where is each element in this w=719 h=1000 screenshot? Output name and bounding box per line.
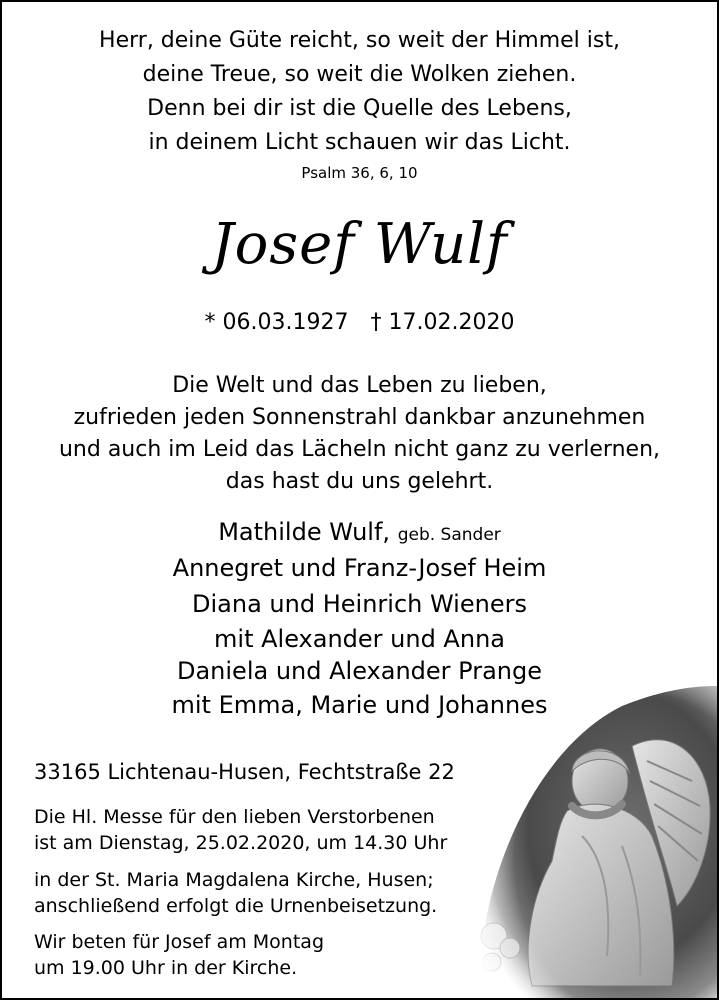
service-line: ist am Dienstag, 25.02.2020, um 14.30 Uhr xyxy=(34,832,448,854)
service-line: anschließend erfolgt die Urnenbeisetzung. xyxy=(34,895,438,917)
service-line: in der St. Maria Magdalena Kirche, Husen; xyxy=(34,869,434,891)
tribute-line: das hast du uns gelehrt. xyxy=(225,469,494,494)
verse-line: Denn bei dir ist die Quelle des Lebens, xyxy=(147,96,572,121)
family-line: mit Emma, Marie und Johannes xyxy=(171,691,548,719)
life-dates xyxy=(2,310,717,335)
angel-figure-image xyxy=(472,686,717,998)
verse-line: in deinem Licht schauen wir das Licht. xyxy=(148,130,571,155)
tribute-line: Die Welt und das Leben zu lieben, xyxy=(172,373,547,398)
deceased-name: Josef Wulf xyxy=(211,212,508,277)
tribute-line: zufrieden jeden Sonnenstrahl dankbar anzunehmen xyxy=(73,405,646,430)
verse-reference: Psalm 36, 6, 10 xyxy=(301,164,418,182)
family-line: Daniela und Alexander Prange xyxy=(176,657,542,685)
verse-line: deine Treue, so weit die Wolken ziehen. xyxy=(142,62,577,87)
service-line: um 19.00 Uhr in der Kirche. xyxy=(34,957,298,979)
family-line: mit Alexander und Anna xyxy=(214,625,505,653)
family-line: Diana und Heinrich Wieners xyxy=(192,590,527,618)
tribute-line: und auch im Leid das Lächeln nicht ganz zu verlernen, xyxy=(58,437,661,462)
widow-name: Mathilde Wulf, xyxy=(218,518,391,546)
death-date: † 17.02.2020 xyxy=(370,310,515,335)
address: 33165 Lichtenau-Husen, Fechtstraße 22 xyxy=(34,760,455,784)
service-line: Wir beten für Josef am Montag xyxy=(34,931,325,953)
family-line: Annegret und Franz-Josef Heim xyxy=(172,554,547,582)
maiden-name-note: geb. Sander xyxy=(397,525,501,545)
family-line xyxy=(2,518,717,546)
service-line: Die Hl. Messe für den lieben Verstorbenen xyxy=(34,806,435,828)
verse-line: Herr, deine Güte reicht, so weit der Himmel ist, xyxy=(99,28,620,53)
birth-date: * 06.03.1927 xyxy=(204,310,349,335)
